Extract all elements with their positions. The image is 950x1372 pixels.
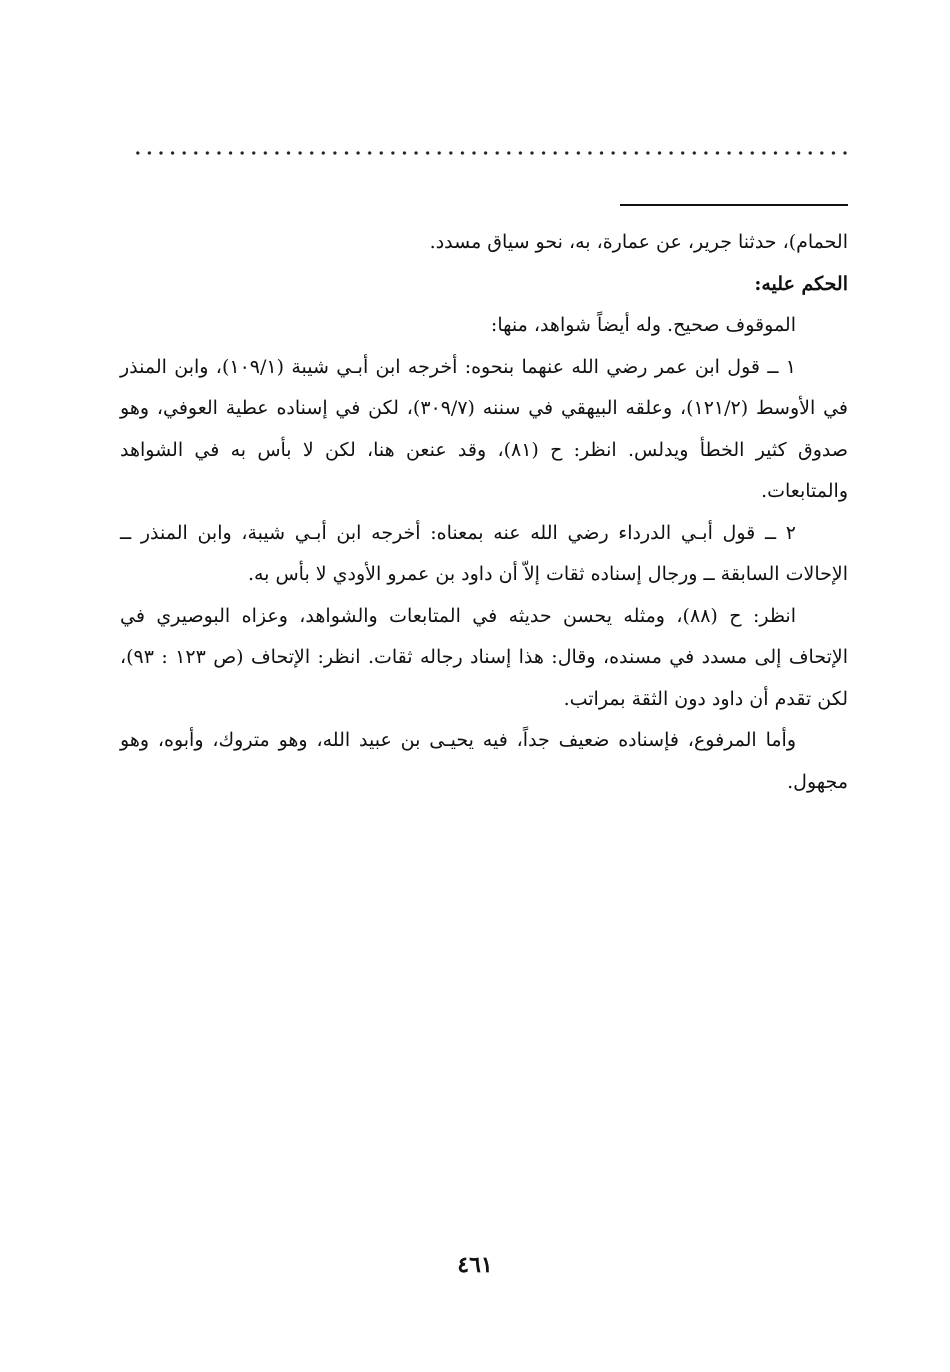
page-number: ٤٦١ xyxy=(457,1252,493,1278)
paragraph-witness-1: ١ ــ قول ابن عمر رضي الله عنهما بنحوه: أخرجه ابن أبـي شيبة (١٠٩/١)، وابن المنذر في الأوسط (١٢١/٢)، وعلقه البيهقي في سننه (٣٠٩/٧)، لكن في إسناده عطية العوفي، وهو صدوق كثير الخطأ ويدلس. انظر: ح (٨١)، وقد عنعن هنا، لكن لا بأس به في الشواهد والمتابعات. xyxy=(120,355,848,502)
dotted-separator xyxy=(132,147,848,159)
paragraph-intro: الموقوف صحيح. وله أيضاً شواهد، منها: xyxy=(490,314,796,336)
paragraph-marfu: وأما المرفوع، فإسناده ضعيف جداً، فيه يحيـى بن عبيد الله، وهو متروك، وأبوه، وهو مجهول. xyxy=(120,729,848,793)
footnote-continuation: الحمام)، حدثنا جرير، عن عمارة، به، نحو سياق مسدد. xyxy=(429,231,848,253)
paragraph-note: انظر: ح (٨٨)، ومثله يحسن حديثه في المتابعات والشواهد، وعزاه البوصيري في الإتحاف إلى مسدد في مسنده، وقال: هذا إسناد رجاله ثقات. انظر: الإتحاف (ص ١٢٣ : ٩٣)، لكن تقدم أن داود دون الثقة بمراتب. xyxy=(120,604,848,710)
ruling-heading: الحكم عليه: xyxy=(754,272,848,295)
footnote-rule xyxy=(620,204,848,206)
main-text xyxy=(120,222,848,803)
paragraph-witness-2: ٢ ــ قول أبـي الدرداء رضي الله عنه بمعناه: أخرجه ابن أبـي شيبة، وابن المنذر ــ الإحالات السابقة ــ ورجال إسناده ثقات إلاّ أن داود بن عمرو الأودي لا بأس به. xyxy=(120,521,848,585)
